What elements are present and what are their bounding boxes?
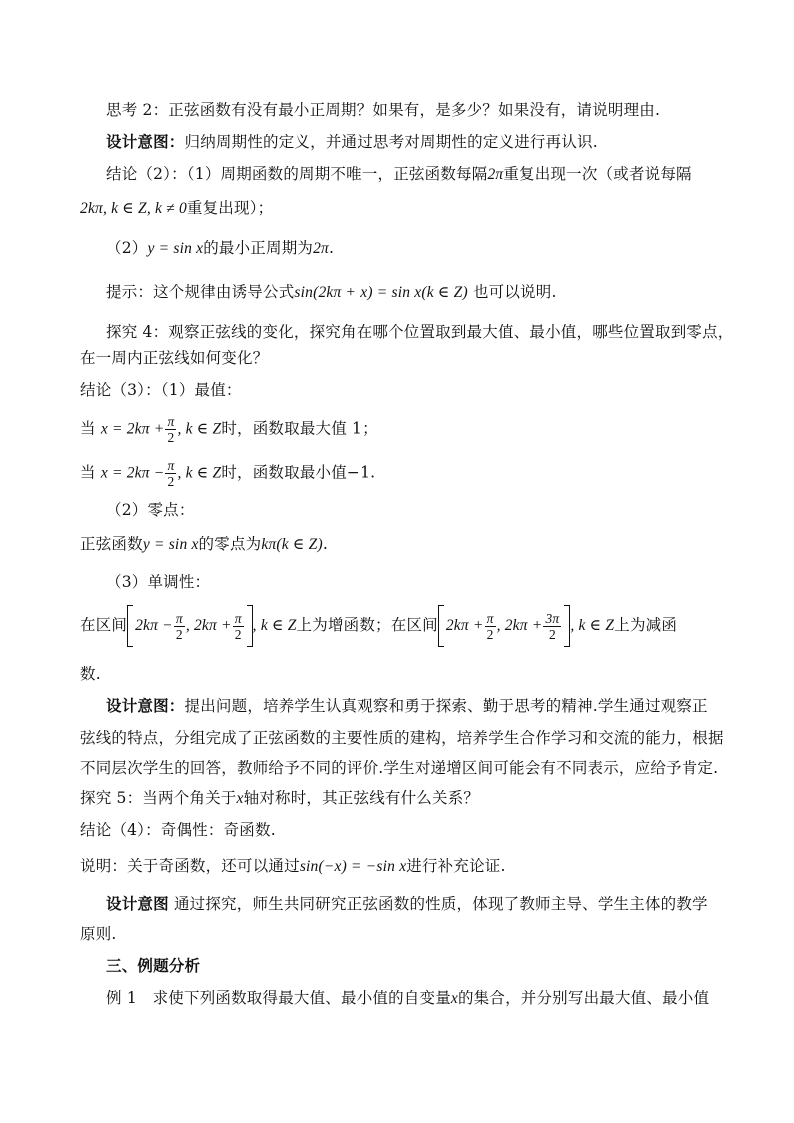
paragraph-explore-4: 探究 4：观察正弦线的变化，探究角在哪个位置取到最大值、最小值，哪些位置取到零点， — [106, 323, 734, 341]
paragraph-example-1: 例 1 求使下列函数取得最大值、最小值的自变量x的集合，并分别写出最大值、最小值 — [106, 989, 710, 1007]
paragraph-conclusion-2: 结论（2）：（1）周期函数的周期不唯一，正弦函数每隔2π重复出现一次（或者说每隔 — [106, 165, 692, 183]
paragraph-explanation: 说明：关于奇函数，还可以通过sin(−x) = −sin x进行补充论证. — [80, 857, 506, 875]
interval-decreasing: 2kπ + $\frac{\pi}{2}$ , 2kπ + $\frac{3\pi}{2}$ — [445, 610, 560, 642]
paragraph-design-intent-2-cont2: 不同层次学生的回答，教师给予不同的评价.学生对递增区间可能会有不同表示，应给予肯定. — [80, 759, 719, 777]
paragraph-max-value: 当 x = 2kπ + $\frac{\pi}{2}$ , k ∈ Z时，函数取最大值 1； — [80, 414, 378, 445]
paragraph-conclusion-2-cont: 2kπ, k ∈ Z, k ≠ 0重复出现）； — [80, 199, 274, 217]
fraction: $\frac{\pi}{2}$ — [167, 414, 175, 445]
paragraph-design-intent-3-cont: 原则. — [80, 925, 117, 943]
paragraph-monotonic: 在区间 2kπ − $\frac{\pi}{2}$ , 2kπ + $\frac{\pi}{2}$ , k ∈ Z上为增函数；在区间 2kπ + $\frac{\pi}{2}$ , 2kπ + $\frac{3\pi}{2}$ , k ∈ Z上为减函 — [80, 604, 730, 647]
paragraph-zeros-heading: （2）零点： — [106, 501, 195, 519]
design-intent-label: 设计意图： — [106, 132, 185, 151]
paragraph-monotonic-heading: （3）单调性： — [106, 573, 211, 591]
interval-increasing: 2kπ − $\frac{\pi}{2}$ , 2kπ + $\frac{\pi}{2}$ — [135, 610, 242, 642]
paragraph-design-intent-3: 设计意图 通过探究，师生共同研究正弦函数的性质，体现了教师主导、学生主体的教学 — [106, 894, 708, 913]
design-intent-label: 设计意图： — [106, 696, 185, 715]
paragraph-explore-4-cont: 在一周内正弦线如何变化？ — [80, 349, 269, 367]
paragraph-design-intent-2-cont1: 弦线的特点，分组完成了正弦函数的主要性质的建构，培养学生合作学习和交流的能力，根据 — [80, 729, 724, 747]
paragraph-min-value: 当 x = 2kπ − $\frac{\pi}{2}$ , k ∈ Z时，函数取最小值−1. — [80, 458, 376, 489]
paragraph-think-2: 思考 2：正弦函数有没有最小正周期？如果有，是多少？如果没有，请说明理由. — [106, 101, 661, 119]
fraction: $\frac{\pi}{2}$ — [486, 610, 494, 642]
section-heading-example-analysis: 三、例题分析 — [106, 956, 201, 975]
paragraph-min-period: （2）y = sin x的最小正周期为2π. — [106, 239, 335, 257]
paragraph-design-intent-1: 设计意图：归纳周期性的定义，并通过思考对周期性的定义进行再认识. — [106, 132, 598, 151]
paragraph-conclusion-4: 结论（4）：奇偶性：奇函数. — [80, 821, 276, 839]
design-intent-label: 设计意图 — [106, 894, 169, 913]
fraction: $\frac{\pi}{2}$ — [175, 610, 183, 642]
paragraph-conclusion-3: 结论（3）：（1）最值： — [80, 381, 242, 399]
fraction: $\frac{3\pi}{2}$ — [545, 610, 560, 642]
paragraph-explore-5: 探究 5：当两个角关于x轴对称时，其正弦线有什么关系？ — [80, 789, 480, 807]
paragraph-zeros: 正弦函数y = sin x的零点为kπ(k ∈ Z). — [80, 535, 328, 553]
paragraph-hint: 提示：这个规律由诱导公式sin(2kπ + x) = sin x(k ∈ Z) 也可以说明. — [106, 283, 557, 301]
fraction: $\frac{\pi}{2}$ — [167, 458, 175, 489]
paragraph-monotonic-cont: 数. — [80, 665, 101, 683]
fraction: $\frac{\pi}{2}$ — [234, 610, 242, 642]
paragraph-design-intent-2: 设计意图：提出问题，培养学生认真观察和勇于探索、勤于思考的精神.学生通过观察正 — [106, 696, 708, 715]
